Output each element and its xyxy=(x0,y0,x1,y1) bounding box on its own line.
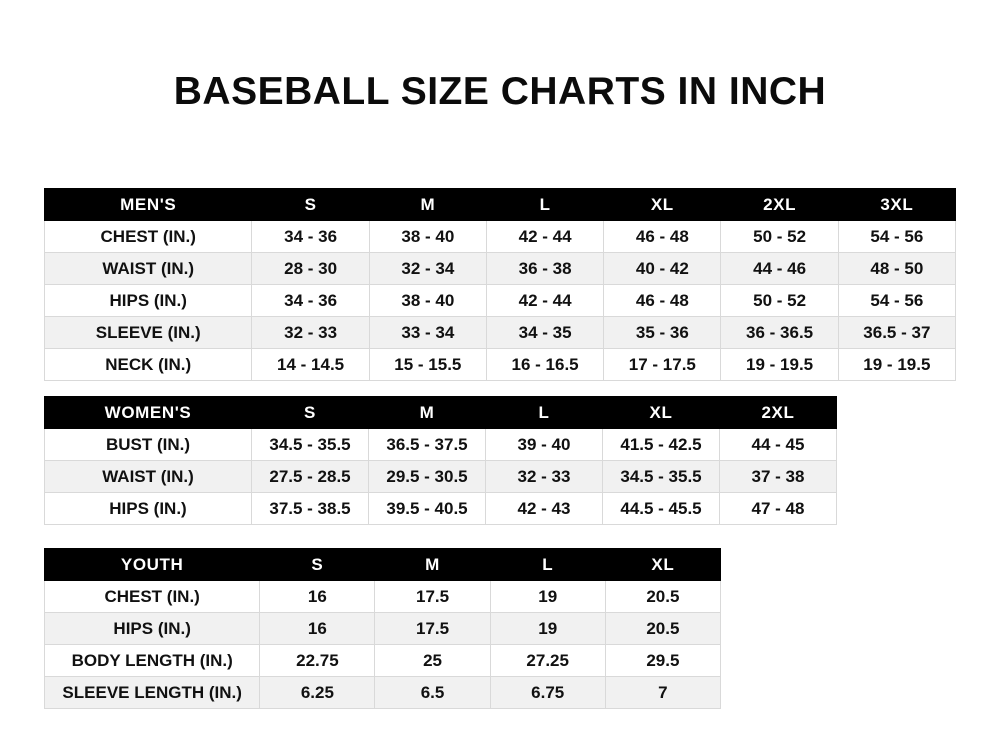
cell: 44.5 - 45.5 xyxy=(603,493,720,525)
cell: 36 - 36.5 xyxy=(721,317,838,349)
row-label: WAIST (IN.) xyxy=(45,461,252,493)
table-row xyxy=(45,221,956,253)
table-row xyxy=(45,613,721,645)
row-label: SLEEVE LENGTH (IN.) xyxy=(45,677,260,709)
cell: 6.5 xyxy=(375,677,490,709)
cell: 32 - 33 xyxy=(252,317,369,349)
cell: 38 - 40 xyxy=(369,221,486,253)
row-label: SLEEVE (IN.) xyxy=(45,317,252,349)
table-row xyxy=(45,253,956,285)
table-row xyxy=(45,349,956,381)
column-header-xl: XL xyxy=(604,189,721,221)
cell: 44 - 46 xyxy=(721,253,838,285)
row-label: NECK (IN.) xyxy=(45,349,252,381)
cell: 50 - 52 xyxy=(721,285,838,317)
cell: 15 - 15.5 xyxy=(369,349,486,381)
cell: 27.25 xyxy=(490,645,605,677)
row-label: HIPS (IN.) xyxy=(45,493,252,525)
column-header-m: M xyxy=(369,189,486,221)
cell: 42 - 43 xyxy=(486,493,603,525)
cell: 32 - 34 xyxy=(369,253,486,285)
table-row xyxy=(45,677,721,709)
cell: 37.5 - 38.5 xyxy=(252,493,369,525)
mens-size-chart xyxy=(44,188,956,381)
cell: 34.5 - 35.5 xyxy=(252,429,369,461)
cell: 17 - 17.5 xyxy=(604,349,721,381)
table-row xyxy=(45,493,837,525)
cell: 54 - 56 xyxy=(838,221,955,253)
column-header-s: S xyxy=(252,189,369,221)
womens-size-chart xyxy=(44,396,837,525)
column-header-category: YOUTH xyxy=(45,549,260,581)
cell: 46 - 48 xyxy=(604,221,721,253)
cell: 6.25 xyxy=(260,677,375,709)
cell: 20.5 xyxy=(605,613,720,645)
cell: 6.75 xyxy=(490,677,605,709)
cell: 19 - 19.5 xyxy=(721,349,838,381)
column-header-xl: XL xyxy=(605,549,720,581)
cell: 17.5 xyxy=(375,613,490,645)
cell: 34.5 - 35.5 xyxy=(603,461,720,493)
cell: 28 - 30 xyxy=(252,253,369,285)
cell: 39 - 40 xyxy=(486,429,603,461)
cell: 34 - 36 xyxy=(252,285,369,317)
cell: 35 - 36 xyxy=(604,317,721,349)
column-header-category: MEN'S xyxy=(45,189,252,221)
cell: 33 - 34 xyxy=(369,317,486,349)
table-row xyxy=(45,317,956,349)
cell: 25 xyxy=(375,645,490,677)
table-row xyxy=(45,581,721,613)
row-label: HIPS (IN.) xyxy=(45,613,260,645)
cell: 20.5 xyxy=(605,581,720,613)
cell: 40 - 42 xyxy=(604,253,721,285)
cell: 17.5 xyxy=(375,581,490,613)
cell: 42 - 44 xyxy=(486,285,603,317)
cell: 38 - 40 xyxy=(369,285,486,317)
cell: 42 - 44 xyxy=(486,221,603,253)
cell: 14 - 14.5 xyxy=(252,349,369,381)
cell: 47 - 48 xyxy=(720,493,837,525)
cell: 36 - 38 xyxy=(486,253,603,285)
column-header-2xl: 2XL xyxy=(720,397,837,429)
cell: 19 xyxy=(490,613,605,645)
column-header-m: M xyxy=(375,549,490,581)
column-header-l: L xyxy=(490,549,605,581)
row-label: HIPS (IN.) xyxy=(45,285,252,317)
cell: 44 - 45 xyxy=(720,429,837,461)
cell: 36.5 - 37.5 xyxy=(369,429,486,461)
cell: 7 xyxy=(605,677,720,709)
page-title: BASEBALL SIZE CHARTS IN INCH xyxy=(173,70,827,113)
cell: 16 xyxy=(260,581,375,613)
column-header-xl: XL xyxy=(603,397,720,429)
cell: 16 xyxy=(260,613,375,645)
table-row xyxy=(45,461,837,493)
column-header-s: S xyxy=(260,549,375,581)
cell: 39.5 - 40.5 xyxy=(369,493,486,525)
table-row xyxy=(45,285,956,317)
cell: 54 - 56 xyxy=(838,285,955,317)
cell: 27.5 - 28.5 xyxy=(252,461,369,493)
column-header-3xl: 3XL xyxy=(838,189,955,221)
cell: 29.5 xyxy=(605,645,720,677)
cell: 19 - 19.5 xyxy=(838,349,955,381)
column-header-s: S xyxy=(252,397,369,429)
table-row xyxy=(45,429,837,461)
column-header-l: L xyxy=(486,189,603,221)
cell: 32 - 33 xyxy=(486,461,603,493)
row-label: CHEST (IN.) xyxy=(45,581,260,613)
cell: 29.5 - 30.5 xyxy=(369,461,486,493)
table-header-row xyxy=(45,189,956,221)
cell: 34 - 35 xyxy=(486,317,603,349)
row-label: CHEST (IN.) xyxy=(45,221,252,253)
cell: 22.75 xyxy=(260,645,375,677)
row-label: BODY LENGTH (IN.) xyxy=(45,645,260,677)
cell: 19 xyxy=(490,581,605,613)
row-label: WAIST (IN.) xyxy=(45,253,252,285)
row-label: BUST (IN.) xyxy=(45,429,252,461)
column-header-l: L xyxy=(486,397,603,429)
cell: 37 - 38 xyxy=(720,461,837,493)
cell: 48 - 50 xyxy=(838,253,955,285)
column-header-m: M xyxy=(369,397,486,429)
column-header-2xl: 2XL xyxy=(721,189,838,221)
youth-size-chart xyxy=(44,548,721,709)
table-header-row xyxy=(45,549,721,581)
cell: 16 - 16.5 xyxy=(486,349,603,381)
cell: 50 - 52 xyxy=(721,221,838,253)
table-row xyxy=(45,645,721,677)
cell: 34 - 36 xyxy=(252,221,369,253)
table-header-row xyxy=(45,397,837,429)
cell: 46 - 48 xyxy=(604,285,721,317)
cell: 41.5 - 42.5 xyxy=(603,429,720,461)
column-header-category: WOMEN'S xyxy=(45,397,252,429)
cell: 36.5 - 37 xyxy=(838,317,955,349)
